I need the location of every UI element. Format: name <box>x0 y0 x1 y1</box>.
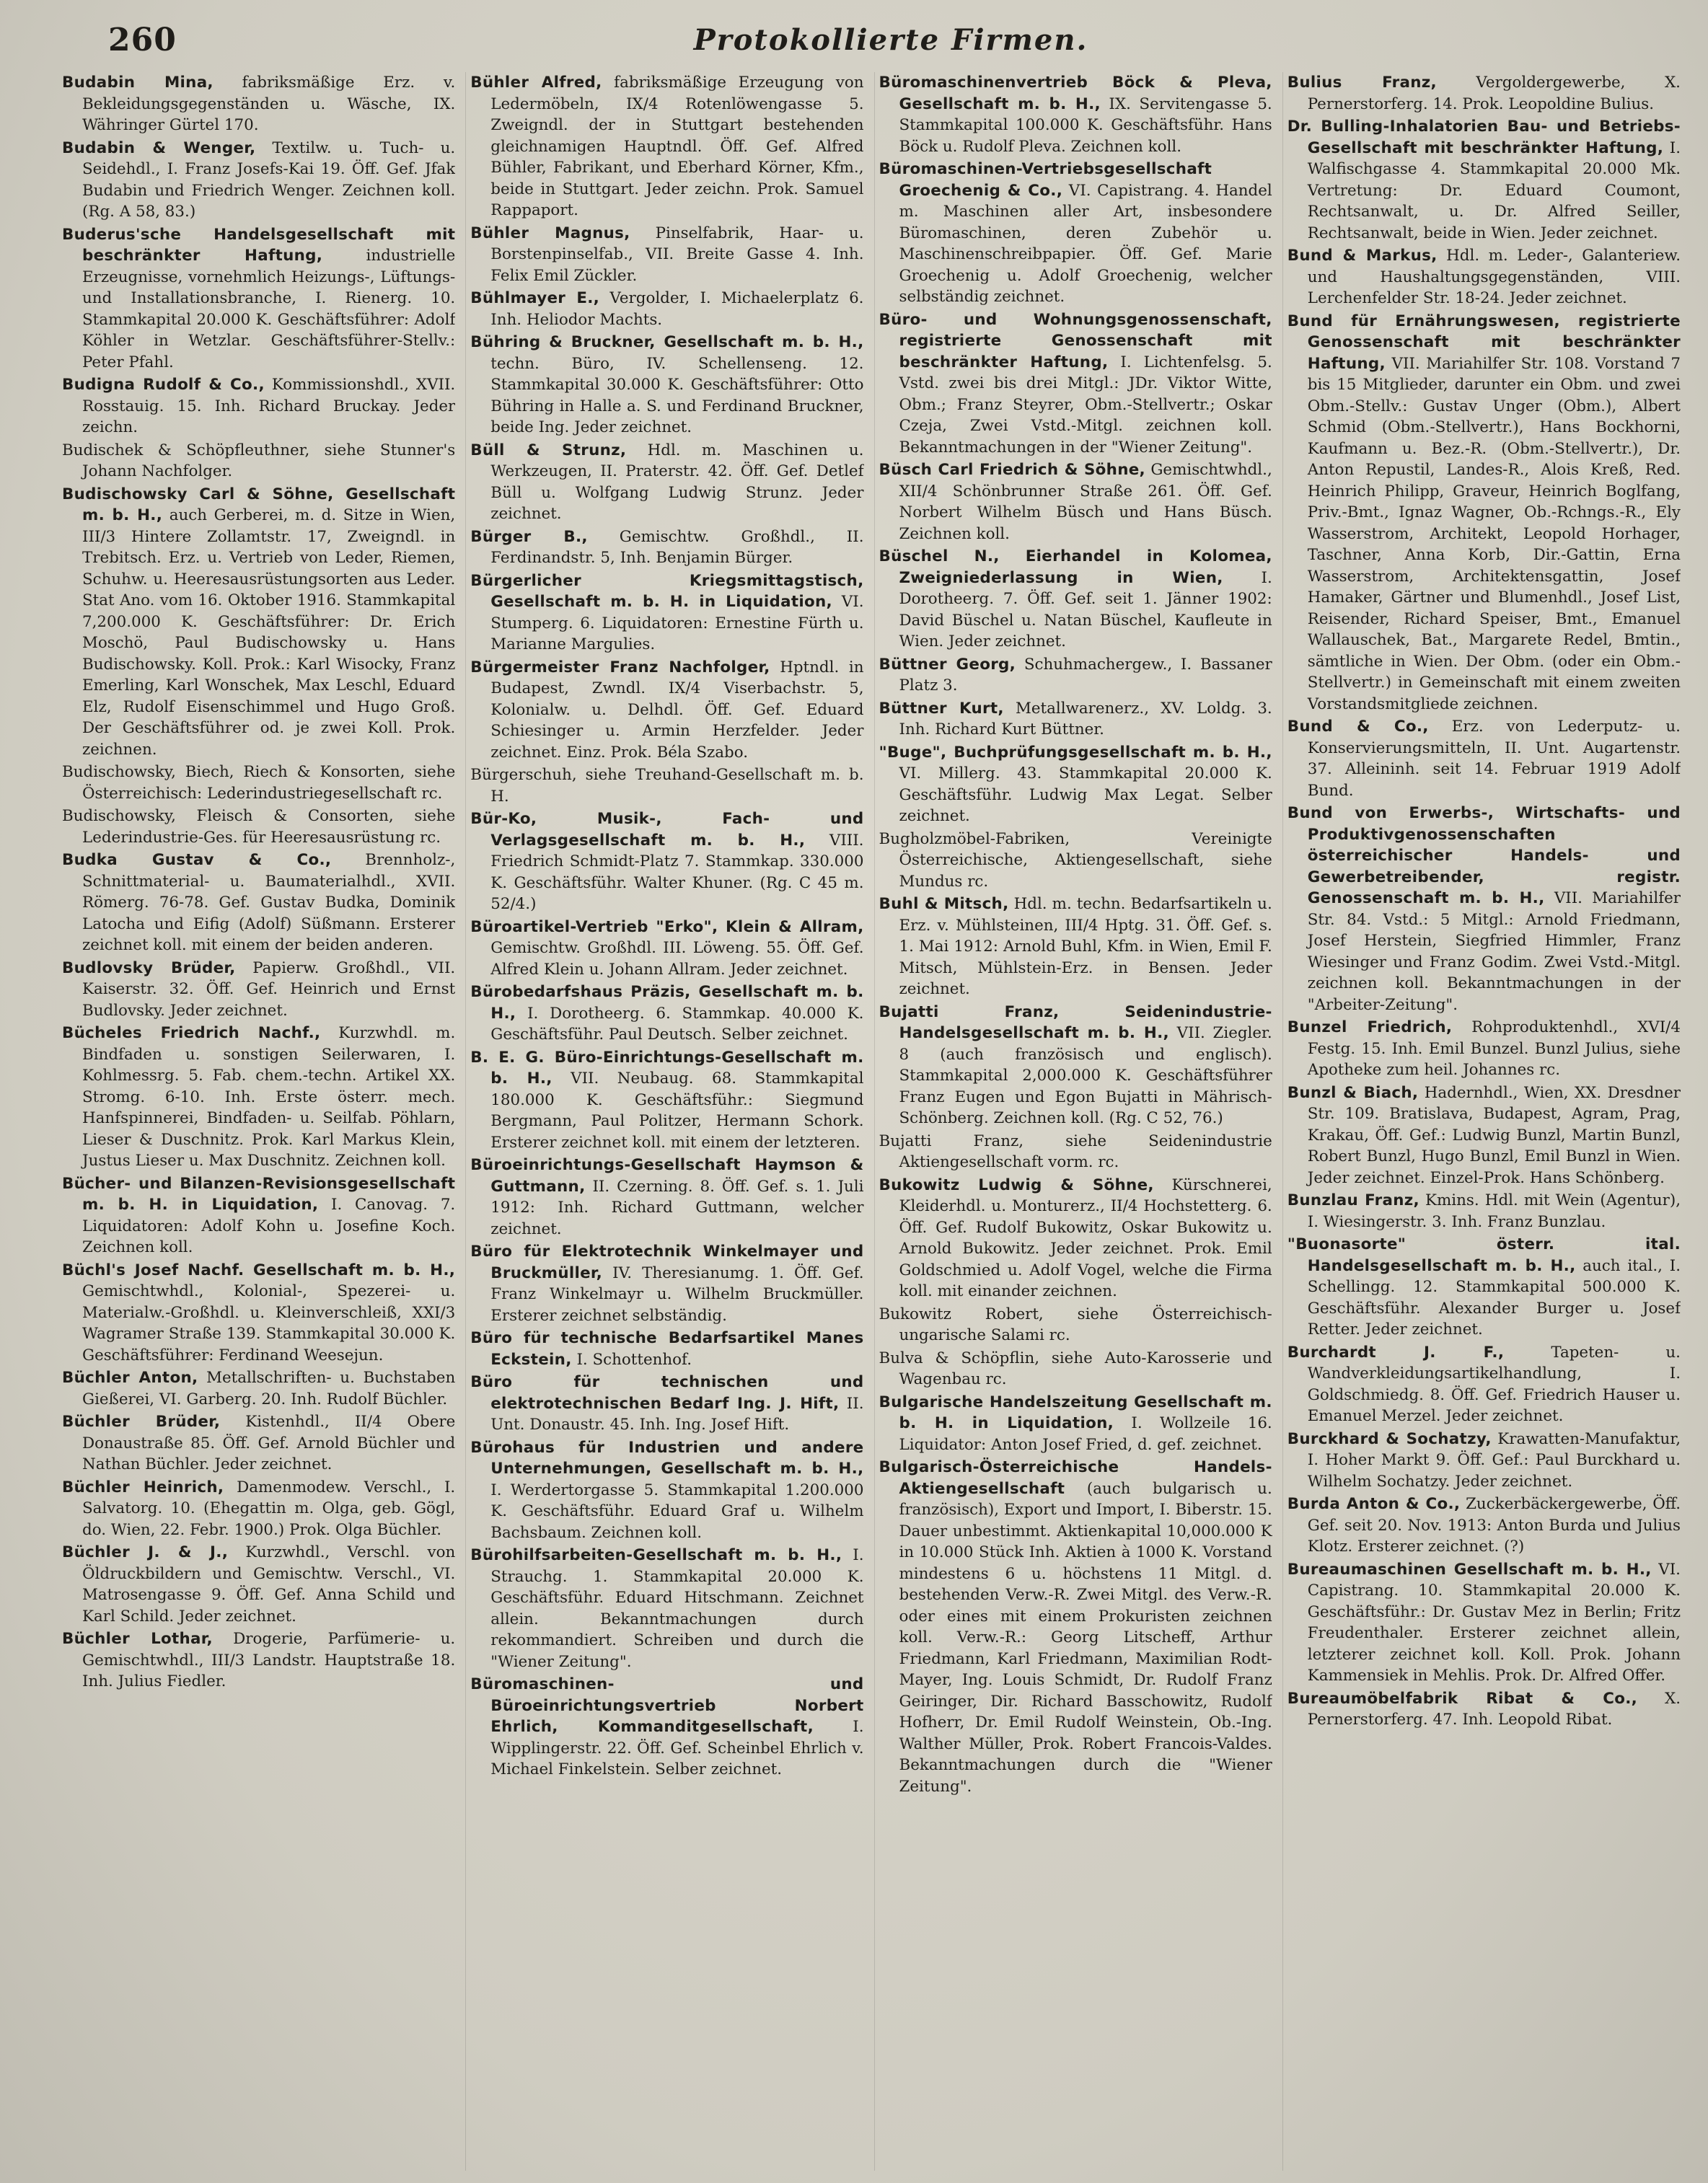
column-3 <box>874 72 1272 2171</box>
firm-details: Damenmodew. Verschl., I. Salvatorg. 10. (Ehegattin m. Olga, geb. Gögl, do. Wien, 22. Febr. 1900.) Prok. Olga Büchler. <box>82 1478 456 1539</box>
firm-details: X. Pernerstorferg. 47. Inh. Leopold Ribat. <box>1307 1689 1681 1729</box>
firm-details: IV. Theresianumg. 1. Öff. Gef. Franz Winkelmayr u. Wilhelm Bruckmüller. Ersterer zeichnet selbständig. <box>490 1264 864 1325</box>
firm-details: I. Schottenhof. <box>576 1350 692 1369</box>
page-number: 260 <box>108 22 177 58</box>
firm-details: Hdl. m. techn. Bedarfsartikeln u. Erz. v. Mühlsteinen, III/4 Hptg. 31. Öff. Gef. s. 1. Mai 1912: Arnold Buhl, Kfm. in Wien, Emil F. Mitsch, Mühlstein-Erz. in Bensen. Jeder zeichnet. <box>899 895 1272 998</box>
firm-name: Bürger B., <box>470 527 588 546</box>
firm-name: Bunzel Friedrich, <box>1287 1018 1453 1036</box>
firm-name: Budlovsky Brüder, <box>62 958 236 977</box>
firm-entry <box>62 138 455 223</box>
firm-details: I. Canovag. 7. Liquidatoren: Adolf Kohn u. Josefine Koch. Zeichnen koll. <box>82 1196 456 1256</box>
firm-name: Bücheles Friedrich Nachf., <box>62 1024 321 1042</box>
firm-name: "Buge", Buchprüfungsgesellschaft m. b. H., <box>879 743 1272 762</box>
firm-details: (auch bulgarisch u. französisch), Export und Import, I. Biberstr. 15. Dauer unbestimmt. Aktienkapital 10,000.000 K in 10.000 Stück Inh. Aktien à 1000 K. Vorstand mindestens 6 u. höchstens 11 Mitgl. d. bestehenden Verw.-R. Zwei Mitgl. des Verw.-R. oder eines mit einem Prokuristen zeichnen koll. Verw.-R.: Georg Litscheff, Arthur Friedmann, Karl Friedmann, Maximilian Rodt-Mayer, Ing. Louis Schmidt, Dr. Rudolf Franz Geiringer, Dir. Richard Basschowitz, Rudolf Hofherr, Dr. Emil Rudolf Weinstein, Ob.-Ing. Walther Müller, Prok. Robert Francois-Valdes. Bekanntmachungen durch die "Wiener Zeitung". <box>899 1479 1272 1796</box>
firm-entry <box>879 459 1272 544</box>
column-1 <box>58 72 455 2171</box>
firm-entry <box>879 72 1272 157</box>
firm-details: Gemischtwhdl., XII/4 Schönbrunner Straße 261. Öff. Gef. Norbert Wilhelm Büsch und Hans Büsch. Zeichnen koll. <box>899 461 1272 543</box>
firm-details: Krawatten-Manufaktur, I. Hoher Markt 9. Öff. Gef.: Paul Burckhard u. Wilhelm Sochatzy. Jeder zeichnet. <box>1307 1429 1681 1491</box>
firm-name: Bunzl & Biach, <box>1287 1083 1419 1102</box>
firm-name: Buderus'sche Handelsgesellschaft mit beschränkter Haftung, <box>62 225 456 265</box>
firm-entry <box>62 224 455 374</box>
firm-details: Gemischtw. Großhdl. III. Löweng. 55. Öff. Gef. Alfred Klein u. Johann Allram. Jeder zeichnet. <box>490 939 864 979</box>
firm-entry <box>470 1047 863 1154</box>
firm-details: VI. Stumperg. 6. Liquidatoren: Ernestine Fürth u. Marianne Margulies. <box>490 593 864 653</box>
firm-entry <box>1287 311 1681 715</box>
firm-details: techn. Büro, IV. Schellenseng. 12. Stammkapital 30.000 K. Geschäftsführer: Otto Bühring in Halle a. S. und Ferdinand Bruckner, beide Ing. Jeder zeichnet. <box>490 354 864 436</box>
firm-entry <box>470 1328 863 1370</box>
firm-details: Kistenhdl., II/4 Obere Donaustraße 85. Öff. Gef. Arnold Büchler und Nathan Büchler. Jeder zeichnet. <box>82 1413 456 1473</box>
firm-name: Büro für technische Bedarfsartikel Manes Eckstein, <box>470 1329 864 1369</box>
firm-name: Budigna Rudolf & Co., <box>62 376 265 394</box>
firm-entry <box>879 1304 1272 1346</box>
firm-entry <box>62 1411 455 1476</box>
firm-entry <box>1287 716 1681 801</box>
firm-details: II. Czerning. 8. Öff. Gef. s. 1. Juli 1912: Inh. Richard Guttmann, welcher zeichnet. <box>490 1177 864 1238</box>
firm-details: VI. Millerg. 43. Stammkapital 20.000 K. Geschäftsführ. Ludwig Max Legat. Selber zeichnet. <box>899 764 1272 825</box>
firm-details: fabriksmäßige Erz. v. Bekleidungsgegenständen u. Wäsche, IX. Währinger Gürtel 170. <box>82 74 456 134</box>
firm-entry <box>1287 1190 1681 1232</box>
firm-entry <box>470 288 863 330</box>
firm-details: Bukowitz Robert, siehe Österreichisch-ungarische Salami rc. <box>879 1305 1272 1344</box>
firm-name: Büchler Lothar, <box>62 1630 213 1648</box>
firm-name: Burchardt J. F., <box>1287 1343 1505 1362</box>
firm-details: Metallwarenerz., XV. Loldg. 3. Inh. Richard Kurt Büttner. <box>899 699 1272 738</box>
firm-entry <box>62 762 455 804</box>
firm-entry <box>470 1674 863 1781</box>
firm-entry <box>470 982 863 1046</box>
firm-entry <box>879 829 1272 893</box>
firm-name: Budka Gustav & Co., <box>62 851 332 869</box>
firm-name: B. E. G. Büro-Einrichtungs-Gesellschaft m. b. H., <box>470 1048 864 1088</box>
firm-name: Büromaschinenvertrieb Böck & Pleva, Gesellschaft m. b. H., <box>879 74 1272 113</box>
firm-entry <box>470 1241 863 1326</box>
firm-details: I. Dorotheerg. 6. Stammkap. 40.000 K. Geschäftsführ. Paul Deutsch. Selber zeichnet. <box>490 1004 864 1044</box>
firm-details: I. Wollzeile 16. Liquidator: Anton Josef Fried, d. gef. zeichnet. <box>899 1414 1272 1454</box>
firm-name: Bulgarisch-Österreichische Handels-Aktiengesellschaft <box>879 1458 1272 1498</box>
firm-entry <box>470 657 863 764</box>
firm-details: fabriksmäßige Erzeugung von Ledermöbeln, IX/4 Rotenlöwengasse 5. Zweigndl. der in Stuttgart bestehenden gleichnamigen Hauptndl. Öff. Gef. Alfred Bühler, Fabrikant, und Eberhard Körner, Kfm., beide in Stuttgart. Jeder zeichn. Prok. Samuel Rappaport. <box>490 74 864 219</box>
firm-name: Bunzlau Franz, <box>1287 1191 1419 1209</box>
firm-entry <box>879 159 1272 308</box>
firm-entry <box>879 742 1272 827</box>
firm-name: Dr. Bulling-Inhalatorien Bau- und Betriebs-Gesellschaft mit beschränkter Haftung, <box>1287 118 1681 157</box>
firm-name: Bureaumöbelfabrik Ribat & Co., <box>1287 1689 1638 1708</box>
firm-details: I. Wipplingerstr. 22. Öff. Gef. Scheinbel Ehrlich v. Michael Finkelstein. Selber zeichnet. <box>490 1718 864 1778</box>
firm-details: Pinselfabrik, Haar- u. Borstenpinselfab., VII. Breite Gasse 4. Inh. Felix Emil Zückler. <box>490 224 864 285</box>
entry-columns <box>58 72 1681 2171</box>
firm-details: industrielle Erzeugnisse, vornehmlich Heizungs-, Lüftungs- und Installationsbranche, I. Rienerg. 10. Stammkapital 20.000 K. Geschäftsführer: Adolf Köhler in Wetzlar. Geschäftsführer-Stellv.: Peter Pfahl. <box>82 247 456 371</box>
firm-entry <box>470 917 863 981</box>
firm-entry <box>879 1348 1272 1390</box>
firm-name: Bühler Alfred, <box>470 74 602 92</box>
firm-details: I. Lichtenfelsg. 5. Vstd. zwei bis drei Mitgl.: JDr. Viktor Witte, Obm.; Franz Steyrer, Obm.-Stellvertr.; Oskar Czeja, Zwei Vstd.-Mitgl. zeichnen koll. Bekanntmachungen in der "Wiener Zeitung". <box>899 353 1272 457</box>
firm-name: Bürohilfsarbeiten-Gesellschaft m. b. H., <box>470 1546 842 1564</box>
firm-details: Metallschriften- u. Buchstaben Gießerei, VI. Garberg. 20. Inh. Rudolf Büchler. <box>82 1369 456 1408</box>
firm-entry <box>470 570 863 656</box>
firm-details: Bujatti Franz, siehe Seidenindustrie Aktiengesellschaft vorm. rc. <box>879 1132 1272 1171</box>
firm-name: Büroartikel-Vertrieb "Erko", Klein & Allram, <box>470 917 864 936</box>
firm-details: Gemischtw. Großhdl., II. Ferdinandstr. 5, Inh. Benjamin Bürger. <box>490 527 864 567</box>
firm-name: Bücher- und Bilanzen-Revisionsgesellschaft m. b. H. in Liquidation, <box>62 1174 456 1214</box>
firm-details: Drogerie, Parfümerie- u. Gemischtwhdl., III/3 Landstr. Hauptstraße 18. Inh. Julius Fiedler. <box>82 1630 456 1690</box>
firm-details: Papierw. Großhdl., VII. Kaiserstr. 32. Öff. Gef. Heinrich und Ernst Budlovsky. Jeder zeichnet. <box>82 958 456 1020</box>
firm-details: Bürgerschuh, siehe Treuhand-Gesellschaft m. b. H. <box>470 766 864 806</box>
firm-name: Bulgarische Handelszeitung Gesellschaft m. b. H. in Liquidation, <box>879 1393 1272 1432</box>
firm-details: Brennholz-, Schnittmaterial- u. Baumaterialhdl., XVII. Römerg. 76-78. Gef. Gustav Budka, Dominik Latocha und Eifig (Adolf) Süßmann. Ersterer zeichnet koll. mit einem der beiden anderen. <box>82 851 456 954</box>
firm-entry <box>62 1542 455 1627</box>
firm-name: Bulius Franz, <box>1287 74 1437 92</box>
firm-name: Bund & Co., <box>1287 718 1429 736</box>
firm-name: Büchler J. & J., <box>62 1543 229 1561</box>
firm-details: Kmins. Hdl. mit Wein (Agentur), I. Wiesingerstr. 3. Inh. Franz Bunzlau. <box>1307 1191 1681 1231</box>
firm-name: Bujatti Franz, Seidenindustrie-Handelsgesellschaft m. b. H., <box>879 1002 1272 1042</box>
firm-entry <box>879 1175 1272 1302</box>
firm-name: Bühler Magnus, <box>470 224 630 242</box>
firm-details: Bulva & Schöpflin, siehe Auto-Karosserie und Wagenbau rc. <box>879 1349 1272 1388</box>
firm-entry <box>1287 1429 1681 1493</box>
firm-details: Budischowsky, Biech, Riech & Konsorten, siehe Österreichisch: Lederindustriegesellschaft rc. <box>62 763 456 803</box>
firm-entry <box>62 484 455 761</box>
page-header <box>108 16 1673 66</box>
firm-details: Zuckerbäckergewerbe, Öff. Gef. seit 20. Nov. 1913: Anton Burda und Julius Klotz. Ersterer zeichnet. (?) <box>1307 1495 1681 1556</box>
firm-details: Textilw. u. Tuch- u. Seidehdl., I. Franz Josefs-Kai 19. Öff. Gef. Jfak Budabin und Friedrich Wenger. Zeichnen koll. (Rg. A 58, 83.) <box>82 138 456 221</box>
firm-details: I. Werdertorgasse 5. Stammkapital 1.200.000 K. Geschäftsführ. Eduard Graf u. Wilhelm Bachsbaum. Zeichnen koll. <box>490 1481 864 1542</box>
firm-entry <box>470 1155 863 1240</box>
firm-details: Schuhmachergew., I. Bassaner Platz 3. <box>899 655 1272 694</box>
firm-details: Vergoldergewerbe, X. Pernerstorferg. 14. Prok. Leopoldine Bulius. <box>1307 74 1681 113</box>
firm-entry <box>1287 1494 1681 1558</box>
firm-name: Bühlmayer E., <box>470 289 600 307</box>
firm-name: Bund & Markus, <box>1287 247 1438 265</box>
firm-details: I. Walfischgasse 4. Stammkapital 20.000 Mk. Vertretung: Dr. Eduard Coumont, Rechtsanwalt, u. Dr. Alfred Seiller, Rechtsanwalt, beide in Wien. Jeder zeichnet. <box>1307 138 1681 242</box>
firm-entry <box>1287 1688 1681 1731</box>
firm-entry <box>879 1002 1272 1129</box>
firm-name: Büchler Anton, <box>62 1369 198 1387</box>
firm-name: Burda Anton & Co., <box>1287 1495 1461 1513</box>
firm-entry <box>62 1628 455 1693</box>
firm-details: Hdl. m. Leder-, Galanteriew. und Haushaltungsgegenständen, VIII. Lerchenfelder Str. 18-24. Jeder zeichnet. <box>1307 247 1681 307</box>
firm-entry <box>62 850 455 956</box>
firm-name: Budabin Mina, <box>62 74 214 92</box>
firm-entry <box>1287 1017 1681 1081</box>
firm-name: Büttner Georg, <box>879 655 1016 674</box>
firm-entry <box>1287 245 1681 309</box>
column-2 <box>465 72 863 2171</box>
firm-entry <box>470 764 863 807</box>
firm-name: Bund für Ernährungswesen, registrierte Genossenschaft mit beschränkter Haftung, <box>1287 312 1681 373</box>
firm-entry <box>470 808 863 915</box>
firm-name: Büromaschinen- und Büroeinrichtungsvertrieb Norbert Ehrlich, Kommanditgesellschaft, <box>470 1675 864 1736</box>
firm-details: I. Dorotheerg. 7. Öff. Gef. seit 1. Jänner 1902: David Büschel u. Natan Büschel, Kaufleute in Wien. Jeder zeichnet. <box>899 568 1272 651</box>
firm-entry <box>470 1372 863 1436</box>
firm-details: Vergolder, I. Michaelerplatz 6. Inh. Heliodor Machts. <box>490 289 864 329</box>
firm-details: auch Gerberei, m. d. Sitze in Wien, III/3 Hintere Zollamtstr. 17, Zweigndl. in Trebitsch. Erz. u. Vertrieb von Leder, Riemen, Schuhw. u. Heeresausrüstungsorten aus Leder. Stat Ano. vom 16. Oktober 1916. Stammkapital 7,200.000 K. Geschäftsführer: Dr. Erich Moschö, Paul Budischowsky u. Hans Budischowsky. Koll. Prok.: Karl Wisocky, Franz Emerling, Karl Wonschek, Max Leschl, Eduard Elz, Rudolf Eisenschimmel und Hugo Groß. Der Geschäftsführer od. je zwei Koll. Prok. zeichnen. <box>82 506 456 759</box>
firm-entry <box>470 223 863 287</box>
firm-name: Büchl's Josef Nachf. Gesellschaft m. b. H., <box>62 1261 456 1279</box>
firm-details: Rohproduktenhdl., XVI/4 Festg. 15. Inh. Emil Bunzel. Bunzl Julius, siehe Apotheke zum heil. Johannes rc. <box>1307 1018 1681 1079</box>
firm-entry <box>470 440 863 525</box>
firm-name: Bürobedarfshaus Präzis, Gesellschaft m. b. H., <box>470 983 864 1023</box>
firm-entry <box>470 332 863 438</box>
firm-entry <box>1287 1082 1681 1189</box>
firm-name: Büsch Carl Friedrich & Söhne, <box>879 461 1145 479</box>
firm-name: Bürgerlicher Kriegsmittagstisch, Gesellschaft m. b. H. in Liquidation, <box>470 571 864 611</box>
firm-details: VII. Mariahilfer Str. 108. Vorstand 7 bis 15 Mitglieder, darunter ein Obm. und zwei Obm.-Stellv.: Gustav Unger (Obm.), Albert Schmid (Obm.-Stellvertr.), Hans Bockhorni, Kaufmann u. Bez.-R. (Obm.-Stellvertr.), Dr. Anton Repustil, Landes-R., Alois Kreß, Red. Heinrich Philipp, Graveur, Heinrich Boglfang, Priv.-Bmt., Ignaz Wagner, Ob.-Rchngs.-R., Ely Wasserstrom, Architekt, Leopold Horhager, Taschner, Anna Korb, Dir.-Gattin, Erna Wasserstrom, Architektensgattin, Josef Hamaker, Gärtner und Blumenhdl., Josef List, Reisender, Richard Speiser, Bmt., Emanuel Wallauschek, Bat., Margarete Redel, Bmtin., sämtliche in Wien. Der Obm. (oder ein Obm.-Stellvertr.) in Gemeinschaft mit einem zweiten Vorstandsmitgliede zeichnen. <box>1307 354 1681 713</box>
firm-name: Büttner Kurt, <box>879 699 1004 718</box>
firm-entry <box>62 1477 455 1541</box>
firm-name: Büll & Strunz, <box>470 441 627 459</box>
firm-name: Bühring & Bruckner, Gesellschaft m. b. H., <box>470 333 864 351</box>
firm-name: Büromaschinen-Vertriebsgesellschaft Groechenig & Co., <box>879 160 1212 200</box>
page-title: Protokollierte Firmen. <box>693 23 1088 57</box>
firm-name: Büchler Brüder, <box>62 1413 221 1431</box>
firm-details: II. Unt. Donaustr. 45. Inh. Ing. Josef Hift. <box>490 1394 864 1434</box>
firm-entry <box>879 309 1272 459</box>
firm-entry <box>62 958 455 1022</box>
firm-name: Bukowitz Ludwig & Söhne, <box>879 1176 1154 1194</box>
firm-entry <box>1287 116 1681 244</box>
firm-name: Bürohaus für Industrien und andere Unternehmungen, Gesellschaft m. b. H., <box>470 1438 864 1478</box>
firm-details: Kommissionshdl., XVII. Rosstauig. 15. Inh. Richard Bruckay. Jeder zeichn. <box>82 376 456 436</box>
firm-details: VI. Capistrang. 4. Handel m. Maschinen aller Art, insbesondere Büromaschinen, deren Zubehör u. Maschinenschreibpapier. Öff. Gef. Marie Groechenig u. Adolf Groechenig, welcher selbständig zeichnet. <box>899 181 1272 306</box>
firm-entry <box>879 1457 1272 1797</box>
firm-entry <box>1287 803 1681 1015</box>
firm-entry <box>62 1023 455 1172</box>
firm-details: VI. Capistrang. 10. Stammkapital 20.000 K. Geschäftsführ.: Dr. Gustav Mez in Berlin; Fritz Freudenthaler. Ersterer zeichnet allein, letzterer zeichnet koll. Koll. Prok. Johann Kammensiek in Mehlis. Prok. Dr. Alfred Offer. <box>1307 1560 1681 1685</box>
firm-details: Hdl. m. Maschinen u. Werkzeugen, II. Praterstr. 42. Öff. Gef. Detlef Büll u. Wolfgang Ludwig Strunz. Jeder zeichnet. <box>490 441 864 523</box>
firm-name: Burckhard & Sochatzy, <box>1287 1429 1492 1448</box>
firm-entry <box>470 1545 863 1672</box>
firm-name: "Buonasorte" österr. ital. Handelsgesellschaft m. b. H., <box>1287 1235 1681 1275</box>
firm-entry <box>62 440 455 482</box>
firm-entry <box>62 374 455 438</box>
firm-name: Buhl & Mitsch, <box>879 895 1009 913</box>
firm-name: Büro für Elektrotechnik Winkelmayer und Bruckmüller, <box>470 1243 864 1282</box>
firm-entry <box>879 1392 1272 1456</box>
firm-entry <box>879 1131 1272 1173</box>
firm-details: auch ital., I. Schellingg. 12. Stammkapital 500.000 K. Geschäftsführ. Alexander Burger u. Josef Retter. Jeder zeichnet. <box>1307 1256 1681 1339</box>
firm-name: Büroeinrichtungs-Gesellschaft Haymson & Guttmann, <box>470 1156 864 1196</box>
firm-name: Budabin & Wenger, <box>62 138 256 157</box>
firm-entry <box>879 546 1272 653</box>
firm-name: Bund von Erwerbs-, Wirtschafts- und Produktivgenossenschaften österreichischer Handels- und Gewerbetreibender, registr. Genossenschaft m. b. H., <box>1287 804 1681 907</box>
firm-details: Kurzwhdl., Verschl. von Öldruckbildern und Gemischtw. Verschl., VI. Matrosengasse 9. Öff. Gef. Anna Schild und Karl Schild. Jeder zeichnet. <box>82 1543 456 1626</box>
firm-details: VII. Mariahilfer Str. 84. Vstd.: 5 Mitgl.: Arnold Friedmann, Josef Herstein, Siegfried Himmler, Franz Wiesinger und Franz Godim. Zwei Vstd.-Mitgl. zeichnen koll. Bekanntmachungen in der "Arbeiter-Zeitung". <box>1307 889 1681 1014</box>
firm-entry <box>62 72 455 136</box>
firm-details: Hptndl. in Budapest, Zwndl. IX/4 Viserbachstr. 5, Kolonialw. u. Delhdl. Öff. Gef. Eduard Schiesinger u. Armin Herzfelder. Jeder zeichnet. Einz. Prok. Béla Szabo. <box>490 658 864 762</box>
firm-name: Bürgermeister Franz Nachfolger, <box>470 658 770 676</box>
firm-details: Kürschnerei, Kleiderhdl. u. Monturerz., II/4 Hochstetterg. 6. Öff. Gef. Rudolf Bukowitz, Oskar Bukowitz u. Arnold Bukowitz. Jeder zeichnet. Prok. Emil Goldschmied u. Adolf Vogel, welche die Firma koll. mit einander zeichnen. <box>899 1176 1272 1300</box>
firm-details: VII. Ziegler. 8 (auch französisch und englisch). Stammkapital 2,000.000 K. Geschäftsführer Franz Eugen und Egon Bujatti in Mährisch-Schönberg. Zeichnen koll. (Rg. C 52, 76.) <box>899 1024 1272 1127</box>
firm-entry <box>879 654 1272 697</box>
firm-entry <box>62 806 455 848</box>
firm-entry <box>62 1173 455 1258</box>
firm-entry <box>1287 1559 1681 1687</box>
firm-details: Hadernhdl., Wien, XX. Dresdner Str. 109. Bratislava, Budapest, Agram, Prag, Krakau, Öff. Gef.: Ludwig Bunzl, Martin Bunzl, Robert Bunzl, Hugo Bunzl, Emil Bunzl in Wien. Jeder zeichnet. Einzel-Prok. Hans Schönberg. <box>1307 1083 1681 1187</box>
firm-entry <box>470 72 863 221</box>
firm-details: Kurzwhdl. m. Bindfaden u. sonstigen Seilerwaren, I. Kohlmessrg. 5. Fab. chem.-techn. Artikel XX. Stromg. 6-10. Inh. Erste österr. mech. Hanfspinnerei, Bindfaden- u. Seilfab. Pöhlarn, Lieser & Duschnitz. Prok. Karl Markus Klein, Justus Lieser u. Max Duschnitz. Zeichnen koll. <box>82 1024 456 1170</box>
firm-entry <box>62 1367 455 1410</box>
firm-name: Budischowsky Carl & Söhne, Gesellschaft m. b. H., <box>62 485 456 524</box>
firm-details: VIII. Friedrich Schmidt-Platz 7. Stammkap. 330.000 K. Geschäftsführ. Walter Khuner. (Rg. C 45 m. 52/4.) <box>490 831 864 913</box>
firm-details: VII. Neubaug. 68. Stammkapital 180.000 K. Geschäftsführ.: Siegmund Bergmann, Paul Politzer, Hermann Schork. Ersterer zeichnet koll. mit einem der letzteren. <box>490 1070 864 1152</box>
firm-details: Budischowsky, Fleisch & Consorten, siehe Lederindustrie-Ges. für Heeresausrüstung rc. <box>62 807 456 847</box>
firm-name: Büschel N., Eierhandel in Kolomea, Zweigniederlassung in Wien, <box>879 547 1272 587</box>
firm-name: Büchler Heinrich, <box>62 1478 224 1496</box>
firm-entry <box>1287 72 1681 115</box>
firm-entry <box>1287 1234 1681 1341</box>
firm-entry <box>470 1437 863 1544</box>
column-4 <box>1282 72 1681 2171</box>
firm-entry <box>879 894 1272 1000</box>
firm-details: IX. Servitengasse 5. Stammkapital 100.000 K. Geschäftsführ. Hans Böck u. Rudolf Pleva. Zeichnen koll. <box>899 94 1272 156</box>
firm-name: Bureaumaschinen Gesellschaft m. b. H., <box>1287 1560 1652 1579</box>
firm-entry <box>470 526 863 569</box>
firm-details: Bugholzmöbel-Fabriken, Vereinigte Österreichische, Aktiengesellschaft, siehe Mundus rc. <box>879 829 1272 891</box>
firm-entry <box>879 698 1272 741</box>
firm-details: Erz. von Lederputz- u. Konservierungsmitteln, II. Unt. Augartenstr. 37. Alleininh. seit 14. Februar 1919 Adolf Bund. <box>1307 718 1681 800</box>
firm-entry <box>62 1260 455 1367</box>
firm-name: Bür-Ko, Musik-, Fach- und Verlagsgesellschaft m. b. H., <box>470 810 864 850</box>
firm-details: I. Strauchg. 1. Stammkapital 20.000 K. Geschäftsführ. Eduard Hitschmann. Zeichnet allein. Bekanntmachungen durch rekommandiert. Schreiben und durch die "Wiener Zeitung". <box>490 1546 864 1671</box>
firm-details: Budischek & Schöpfleuthner, siehe Stunner's Johann Nachfolger. <box>62 441 456 480</box>
firm-name: Büro für technischen und elektrotechnischen Bedarf Ing. J. Hift, <box>470 1373 864 1413</box>
firm-details: Gemischtwhdl., Kolonial-, Spezerei- u. Materialw.-Großhdl. u. Kleinverschleiß, XXI/3 Wagramer Straße 139. Stammkapital 30.000 K. Geschäftsführer: Ferdinand Weesejun. <box>82 1282 456 1364</box>
firm-name: Büro- und Wohnungsgenossenschaft, registrierte Genossenschaft mit beschränkter Haftung, <box>879 310 1272 371</box>
firm-details: Tapeten- u. Wandverkleidungsartikelhandlung, I. Goldschmiedg. 8. Öff. Gef. Friedrich Hauser u. Emanuel Merzel. Jeder zeichnet. <box>1307 1343 1681 1425</box>
firm-entry <box>1287 1342 1681 1427</box>
